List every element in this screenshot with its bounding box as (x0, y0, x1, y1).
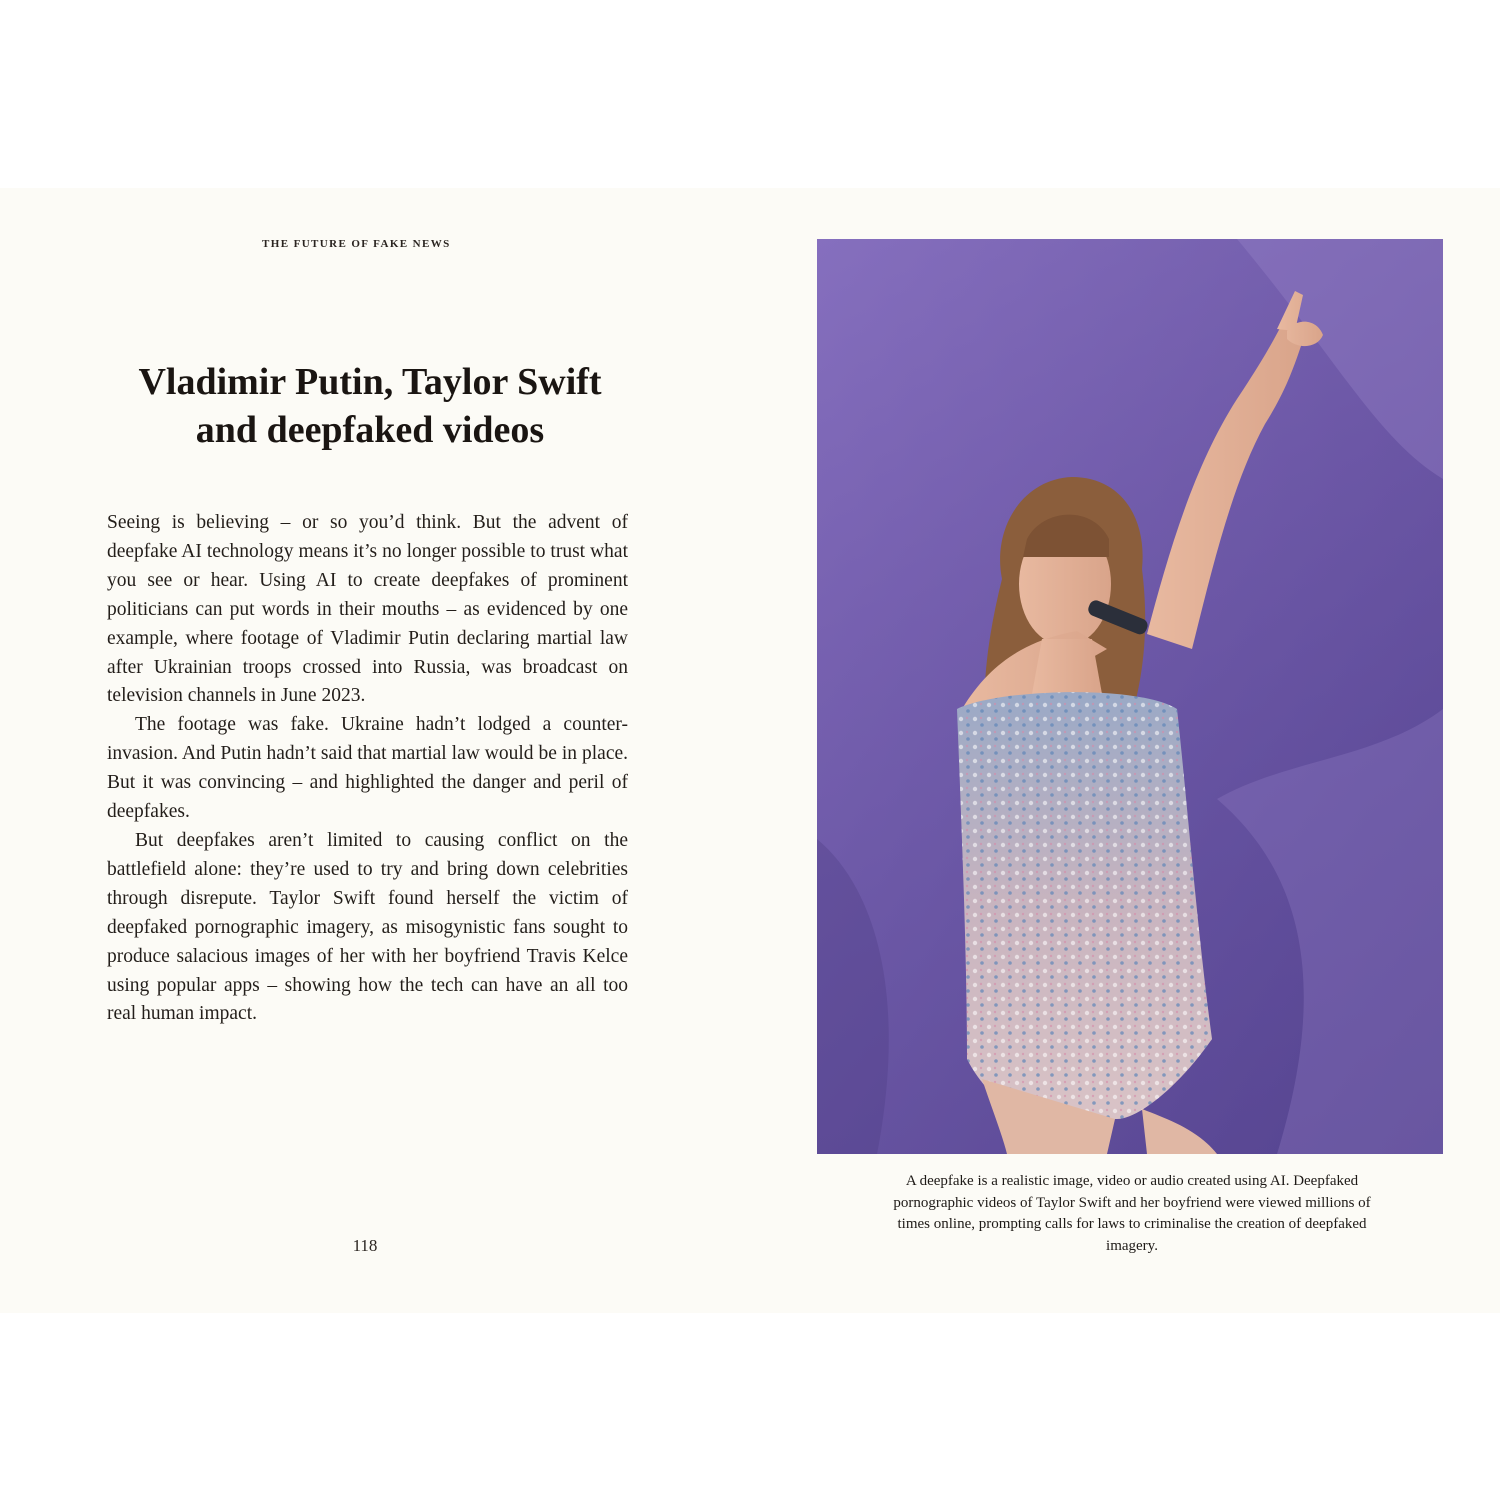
photo-caption: A deepfake is a realistic image, video or audio created using AI. Deepfaked pornographic videos of Taylor Swift and her boyfriend were viewed millions of times online, prompting calls for laws to criminalise the creation of deepfaked imagery. (893, 1173, 1371, 1254)
paragraph-1: Seeing is believing – or so you’d think. But the advent of deepfake AI technology means it’s no longer possible to trust what you see or hear. Using AI to create deepfakes of prominent politicians can put words in their mouths – as evidenced by one example, where footage of Vladimir Putin declaring martial law after Ukrainian troops crossed into Russia, was broadcast on television channels in June 2023. (107, 512, 628, 707)
paragraph-2: The footage was fake. Ukraine hadn’t lodged a counter-invasion. And Putin hadn’t said that martial law would be in place. But it was convincing – and highlighted the danger and peril of deepfakes. (107, 714, 628, 823)
performer-illustration (817, 239, 1443, 1154)
page-number: 118 (352, 1236, 378, 1255)
book-spread (0, 188, 1500, 1313)
title-line-1: Vladimir Putin, Taylor Swift (138, 361, 602, 403)
concert-photo (817, 239, 1443, 1154)
body-text (107, 509, 628, 1029)
page-title (90, 358, 650, 454)
running-head: THE FUTURE OF FAKE NEWS (262, 238, 451, 250)
paragraph-3: But deepfakes aren’t limited to causing conflict on the battlefield alone: they’re used to try and bring down celebrities through disrepute. Taylor Swift found herself the victim of deepfaked pornographic imagery, as misogynistic fans sought to produce salacious images of her with her boyfriend Travis Kelce using popular apps – showing how the tech can have an all too real human impact. (107, 829, 628, 1025)
title-line-2: and deepfaked videos (195, 409, 545, 451)
